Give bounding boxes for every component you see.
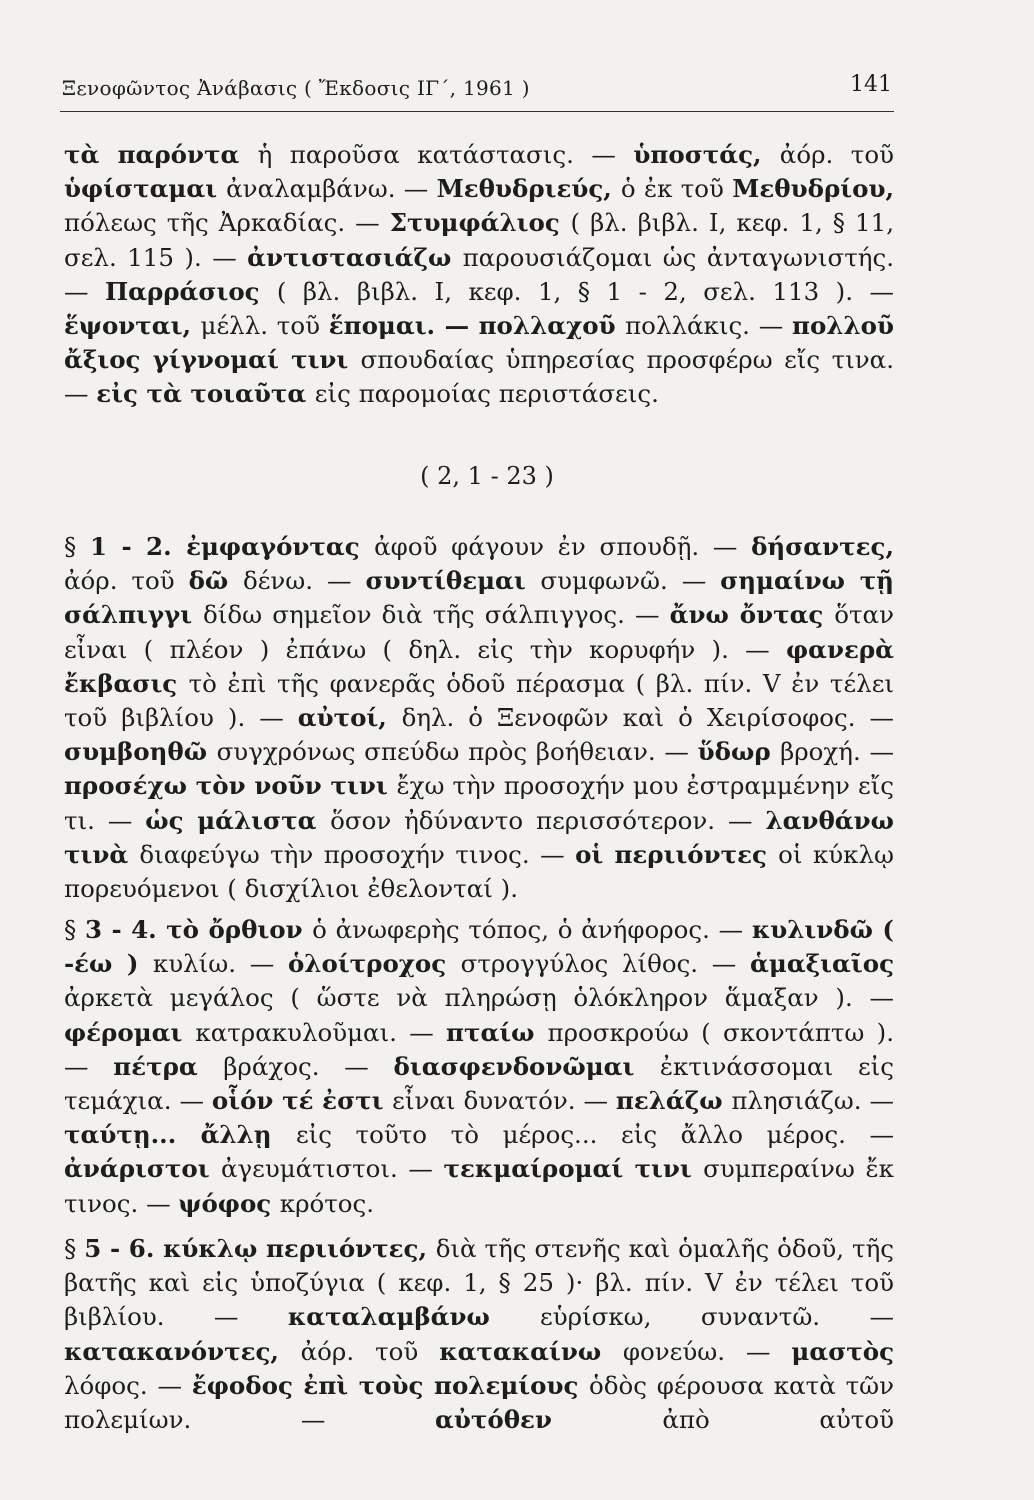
headword: οἱ περιιόντες [575,839,779,869]
gloss-text: βράχος. — [223,1051,394,1081]
gloss-text: μέλλ. τοῦ [200,311,329,341]
headword: πολλαχοῦ [478,311,626,341]
gloss-text: ἀφοῦ φάγουν ἐν σπουδῇ. — [374,532,752,561]
headword: καταλαμβάνω [287,1302,540,1332]
headword: ὕδωρ [697,737,781,767]
gloss-text: ἀπὸ αὐτοῦ [662,1405,894,1435]
gloss-text: § [64,532,90,561]
gloss-text: ( βλ. βιβλ. Ι, κεφ. 1, § 1 - 2, σελ. 113 ). — [276,276,894,306]
gloss-text: παρουσιάζομαι ὡς ἀνταγωνιστής. — [64,242,894,306]
headword: 3 - 4. τὸ ὄρθιον [84,915,313,944]
headword: Παρράσιος [104,276,277,306]
gloss-text: κατρακυλοῦμαι. — [195,1017,447,1047]
headword: κατακαίνω [439,1336,623,1366]
gloss-text: εἶναι δυνατόν. — [392,1086,616,1116]
headword: τεκμαίρομαί τινι [443,1154,704,1184]
headword: συντίθεμαι [365,566,541,596]
headword: λανθάνω τινὰ [64,805,894,869]
headword: ταύτῃ... ἄλλῃ [64,1120,296,1150]
headword: συμβοηθῶ [64,737,217,767]
gloss-text: οἱ κύκλῳ πορευόμενοι ( δισχίλιοι ἐθελονταί ). [64,839,894,904]
glossary-paragraph-2 [64,530,894,906]
headword: διασφενδονῶμαι [393,1051,660,1081]
headword: ἀντιστασιάζω [247,242,463,272]
gloss-text: § [64,1234,85,1263]
headword: αὐτόθεν [435,1405,663,1435]
gloss-text: λόφος. — [64,1370,192,1400]
headword: κυλινδῶ ( -έω ) [64,915,894,979]
paragraph-text [64,138,894,412]
headword: οἷόν τέ ἐστι [211,1086,393,1116]
headword: Στυμφάλιος [389,208,571,238]
gloss-text: πολλάκις. — [625,311,793,341]
headword: προσέχω τὸν νοῦν τινι [64,771,397,801]
headword: ὁλοίτροχος [287,949,461,979]
gloss-text: κυλίω. — [152,949,288,979]
gloss-text: ἡ παροῦσα κατάστασις. — [257,140,634,169]
gloss-text: ἔχω τὴν προσοχήν μου ἐστραμμένην εἴς τι. — [64,771,894,835]
gloss-text: § [64,915,85,944]
gloss-text: δηλ. ὁ Ξενοφῶν καὶ ὁ Χειρίσοφος. — [401,703,894,733]
headword: δῶ [188,566,243,596]
running-head: Ξενοφῶντος Ἀνάβασις ( Ἔκδοσις ΙΓ΄, 1961 ) [62,76,530,100]
headword: σημαίνω τῇ σάλπιγγι [64,566,894,630]
headword: κατακανόντες, [64,1336,301,1366]
gloss-text: ἀόρ. τοῦ [779,140,894,169]
gloss-text: προσκρούω ( σκοντάπτω ). — [64,1017,895,1081]
gloss-text: ἀόρ. τοῦ [64,566,189,596]
gloss-text: συμπεραίνω ἔκ τινος. — [64,1154,894,1218]
gloss-text: ( βλ. βιβλ. Ι, κεφ. 1, § 11, σελ. 115 ). — [64,208,894,272]
headword: πέτρα [113,1051,224,1081]
gloss-text: εὑρίσκω, συναντῶ. — [540,1302,895,1332]
headword: δήσαντες, [751,532,894,561]
gloss-text: φονεύω. — [622,1336,792,1366]
headword: ψόφος [178,1188,280,1218]
headword: ἕψονται, [64,311,201,341]
gloss-text: σπουδαίας ὑπηρεσίας προσφέρω εἴς τινα. — [64,345,894,409]
headword: Μεθυδριεύς, [436,174,621,204]
header-rule [60,111,894,112]
gloss-text: ἀγευμάτιστοι. — [220,1154,444,1184]
headword: τὰ παρόντα [64,140,258,169]
gloss-text: εἰς παρομοίας περιστάσεις. [314,379,659,409]
gloss-text: ἀναλαμβάνω. — [226,174,437,204]
paragraph-text [64,1232,894,1471]
headword: φανερὰ ἔκβασις [64,634,894,698]
gloss-text: ὁ ἐκ τοῦ [620,174,733,204]
paragraph-text [64,913,894,1221]
paragraph-text [64,530,894,906]
page-number: 141 [850,72,892,97]
gloss-text: διὰ τῆς στενῆς καὶ ὁμαλῆς ὁδοῦ, τῆς βατῆς καὶ εἰς ὑποζύγια ( κεφ. 1, § 25 )· βλ. πίν. V ἐν τέλει τοῦ βιβλίου. — [64,1234,894,1332]
gloss-text: εἰς τοῦτο τὸ μέρος... εἰς ἄλλο μέρος. — [295,1120,894,1150]
headword: ἕπομαι. — [328,311,479,341]
gloss-text: πόλεως τῆς Ἀρκαδίας. — [64,208,390,238]
gloss-text: βροχή. — [780,737,894,767]
gloss-text: πλησιάζω. — [731,1086,894,1116]
section-heading: ( 2, 1 - 23 ) [420,462,554,490]
headword: εἰς τὰ τοιαῦτα [96,379,315,409]
headword: πολλοῦ ἄξιος γίγνομαί τινι [64,311,894,375]
gloss-text: κρότος. [279,1188,375,1218]
headword: ἄνω ὄντας [669,600,835,630]
headword: ἔφοδος ἐπὶ τοὺς πολεμίους [191,1370,589,1400]
gloss-text: συγχρόνως σπεύδω πρὸς βοήθειαν. — [216,737,698,767]
headword: πελάζω [615,1086,732,1116]
gloss-text: στρογγύλος λίθος. — [460,949,751,979]
headword: ὑφίσταμαι [64,174,227,204]
headword: αὐτοί, [297,703,402,733]
glossary-paragraph-1 [64,138,894,412]
gloss-text: ὁ ἀνωφερὴς τόπος, ὁ ἀνήφορος. — [312,915,752,944]
headword: μαστὸς [791,1336,895,1366]
headword: πταίω [446,1017,548,1047]
gloss-text: διαφεύγω τὴν προσοχήν τινος. — [139,839,576,869]
gloss-text: ἀρκετὰ μεγάλος ( ὥστε νὰ πληρώσῃ ὁλόκληρον ἅμαξαν ). — [64,983,894,1013]
headword: Μεθυδρίου, [732,174,894,204]
headword: ὑποστάς, [633,140,780,169]
headword: 5 - 6. κύκλῳ περιιόντες, [84,1234,436,1263]
gloss-text: τὸ ἐπὶ τῆς φανερᾶς ὁδοῦ πέρασμα ( βλ. πίν. V ἐν τέλει τοῦ βιβλίου ). — [64,668,894,733]
glossary-paragraph-3 [64,913,894,1221]
headword: φέρομαι [64,1017,196,1047]
headword: 1 - 2. ἐμφαγόντας [89,532,375,561]
gloss-text: συμφωνῶ. — [540,566,721,596]
gloss-text: ὅταν εἶναι ( πλέον ) ἐπάνω ( δηλ. εἰς τὴν κορυφήν ). — [64,600,894,664]
gloss-text: δένω. — [242,566,366,596]
headword: ὡς μάλιστα [145,805,331,835]
glossary-paragraph-4 [64,1232,894,1471]
gloss-text: ἀόρ. τοῦ [300,1336,440,1366]
gloss-text: δίδω σημεῖον διὰ τῆς σάλπιγγος. — [202,600,670,630]
gloss-text: ὅσον ἠδύναντο περισσότερον. — [330,805,766,835]
gloss-text: ὁδὸς φέρουσα κατὰ τῶν πολεμίων. — [64,1370,894,1435]
headword: ἀνάριστοι [64,1154,221,1184]
gloss-text: ἐκτινάσσομαι εἰς τεμάχια. — [64,1051,894,1116]
headword: ἁμαξιαῖος [750,949,895,979]
